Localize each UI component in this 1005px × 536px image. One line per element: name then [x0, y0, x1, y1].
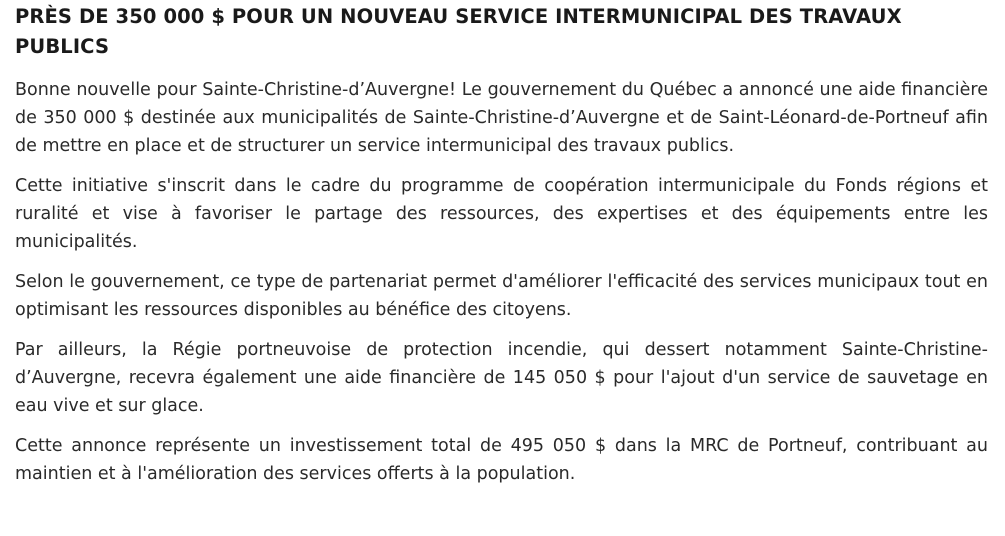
- article-paragraph: Selon le gouvernement, ce type de partenariat permet d'améliorer l'efficacité des services municipaux tout en optimisant les ressources disponibles au bénéfice des citoyens.: [15, 272, 988, 320]
- article-paragraph: Cette initiative s'inscrit dans le cadre du programme de coopération intermunicipale du Fonds régions et ruralité et vise à favoriser le partage des ressources, des expertises et des équipements entre les municipalités.: [15, 176, 988, 252]
- article-paragraph: Bonne nouvelle pour Sainte-Christine-d’Auvergne! Le gouvernement du Québec a annoncé une aide financière de 350 000 $ destinée aux municipalités de Sainte-Christine-d’Auvergne et de Saint-Léonard-de-Portneuf afin de mettre en place et de structurer un service intermunicipal des travaux publics.: [15, 80, 988, 156]
- article-paragraph: Par ailleurs, la Régie portneuvoise de protection incendie, qui dessert notamment Sainte-Christine-d’Auvergne, recevra également une aide financière de 145 050 $ pour l'ajout d'un service de sauvetage en eau vive et sur glace.: [15, 340, 988, 416]
- article-title: PRÈS DE 350 000 $ POUR UN NOUVEAU SERVICE INTERMUNICIPAL DES TRAVAUX PUBLICS: [15, 5, 902, 58]
- article-paragraph: Cette annonce représente un investissement total de 495 050 $ dans la MRC de Portneuf, contribuant au maintien et à l'amélioration des services offerts à la population.: [15, 436, 988, 484]
